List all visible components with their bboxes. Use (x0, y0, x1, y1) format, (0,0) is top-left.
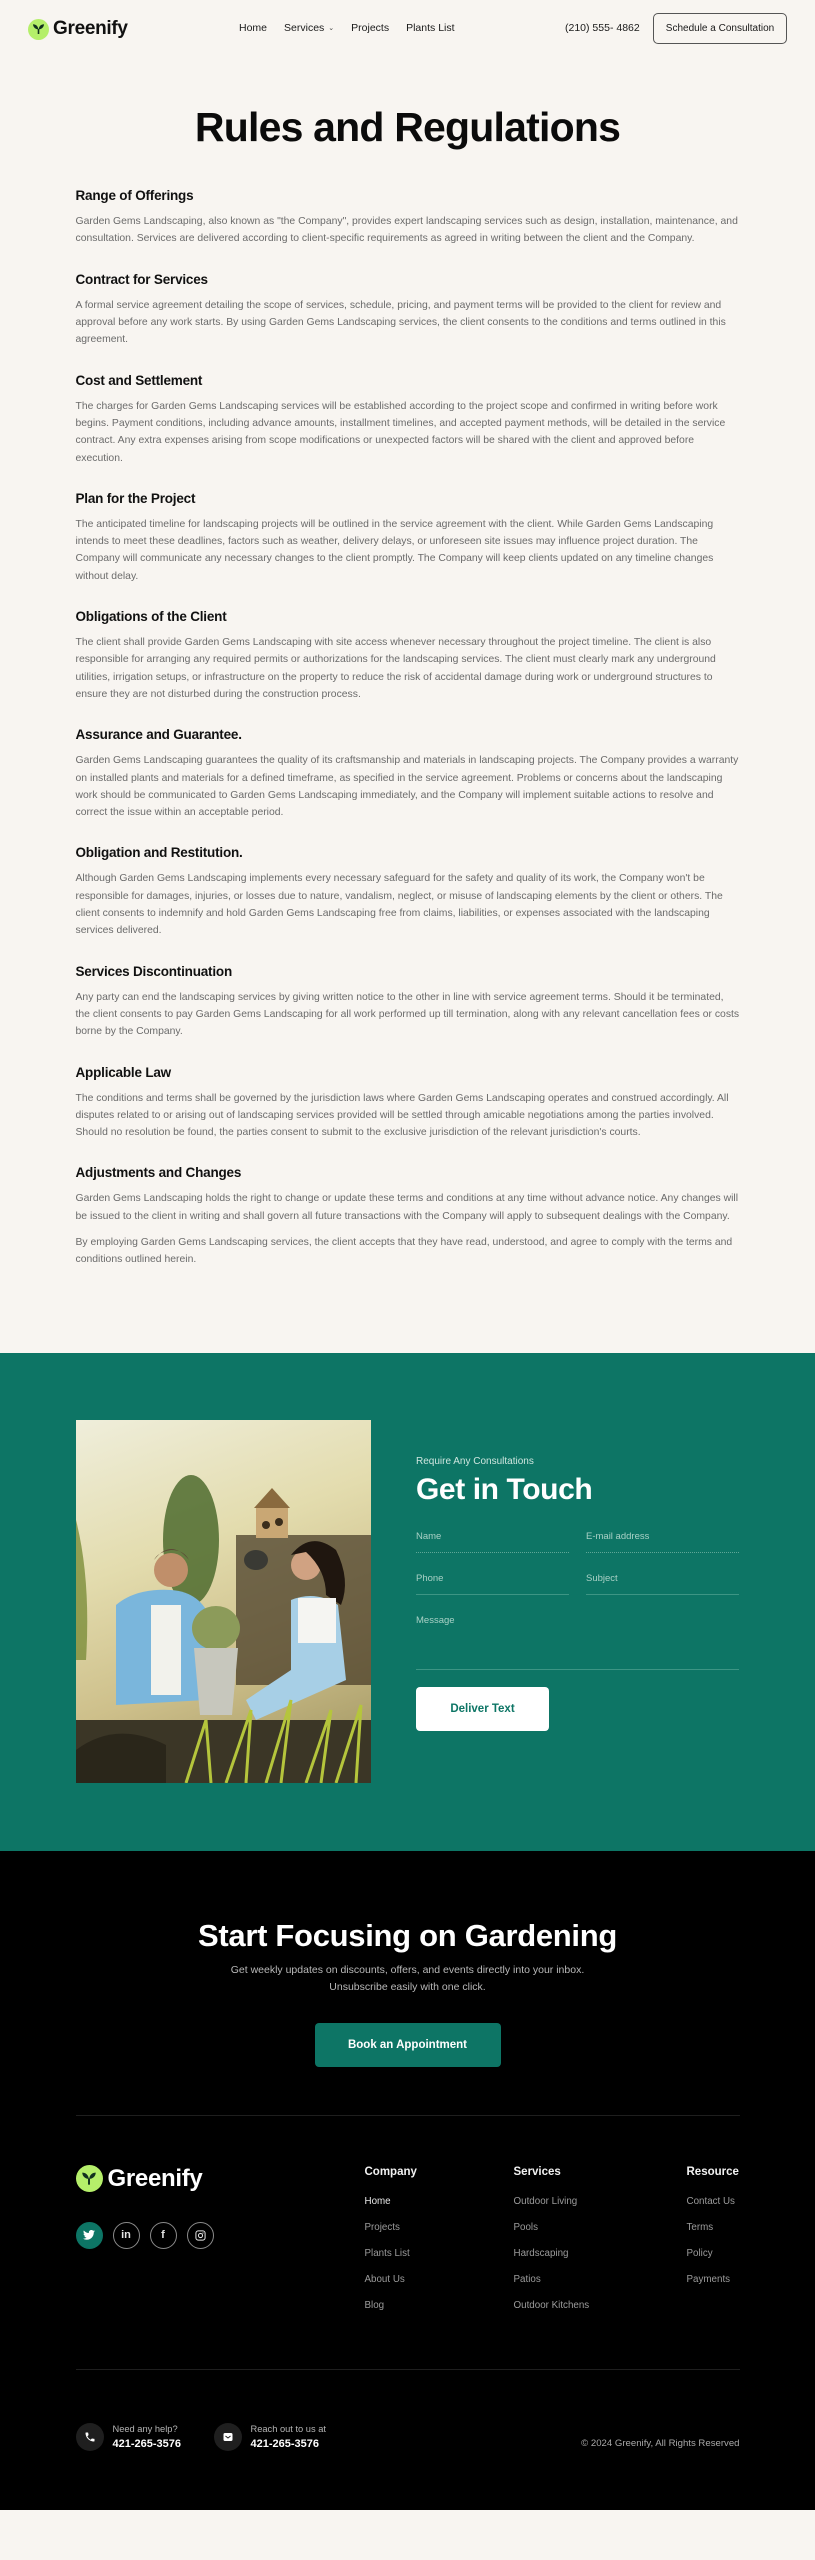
footer-link-plants-list[interactable]: Plants List (364, 2247, 410, 2259)
footer-column-title: Company (364, 2165, 417, 2178)
copyright: © 2024 Greenify, All Rights Reserved (581, 2437, 740, 2449)
footer-link-projects[interactable]: Projects (364, 2221, 400, 2233)
nav-services-label: Services (284, 22, 325, 34)
twitter-icon[interactable] (76, 2222, 103, 2249)
form-row (416, 1531, 739, 1553)
help-label: Need any help? (112, 2423, 178, 2434)
reach-contact[interactable] (214, 2423, 326, 2451)
footer-column-title: Services (513, 2165, 561, 2178)
help-text (113, 2424, 182, 2450)
chevron-down-icon: ⌄ (328, 25, 335, 32)
facebook-icon[interactable]: f (150, 2222, 177, 2249)
leaf-logo-icon (76, 2165, 103, 2192)
footer-link-blog[interactable]: Blog (364, 2299, 385, 2311)
newsletter-line-1: Get weekly updates on discounts, offers, and events directly into your inbox. (230, 1963, 585, 1976)
rule-section (76, 609, 740, 703)
form-row (416, 1573, 739, 1595)
brand-logo[interactable] (28, 18, 128, 40)
mail-icon (214, 2423, 242, 2451)
rule-heading: Cost and Settlement (75, 372, 203, 388)
newsletter-cta (0, 1918, 815, 2067)
footer-column-company (365, 2166, 417, 2326)
phone-icon (76, 2423, 104, 2451)
rule-heading: Obligation and Restitution. (75, 845, 243, 861)
rule-heading: Adjustments and Changes (75, 1165, 242, 1181)
nav-home[interactable]: Home (239, 22, 268, 34)
rule-section (76, 1065, 740, 1142)
rule-section (76, 272, 740, 349)
footer-column-title: Resource (686, 2165, 739, 2178)
rule-text: The conditions and terms shall be governed by the jurisdiction laws where Garden Gems Landscaping operates and construed accordingly. All disputes related to or arising out of landscaping services provided will be settled through amicable negotiations among the parties involved. Should no resolution be found, the parties consent to submit to the exclusive jurisdiction of the relevant jurisdiction's courts. (75, 1092, 729, 1139)
contact-eyebrow: Require Any Consultations (416, 1455, 534, 1467)
rule-heading: Applicable Law (75, 1064, 171, 1080)
nav-plants-list[interactable]: Plants List (406, 22, 455, 34)
rule-text: Although Garden Gems Landscaping implements every necessary safeguard for the safety and quality of its work, the Company won't be responsible for damages, injuries, or losses due to nature, vandalism, neglect, or misuse of landscaping elements by the client or others. The client consents to indemnify and hold Garden Gems Landscaping free from claims, liabilities, or expenses associated with the landscaping services delivered. (75, 873, 723, 937)
rule-section (76, 188, 740, 248)
page-title: Rules and Regulations (194, 104, 621, 150)
deliver-text-button[interactable]: Deliver Text (416, 1687, 549, 1731)
newsletter-title: Start Focusing on Gardening (197, 1917, 618, 1953)
footer-brand-name: Greenify (107, 2164, 203, 2192)
footer-link-pools[interactable]: Pools (513, 2221, 539, 2233)
help-phone: 421-265-3576 (112, 2437, 182, 2450)
instagram-icon[interactable] (187, 2222, 214, 2249)
leaf-logo-icon (28, 19, 49, 40)
rule-section (76, 373, 740, 467)
rule-heading: Assurance and Guarantee. (75, 727, 242, 743)
reach-label: Reach out to us at (250, 2423, 326, 2434)
nav-services[interactable] (284, 22, 334, 34)
rule-heading: Services Discontinuation (75, 963, 232, 979)
footer-link-terms[interactable]: Terms (686, 2221, 714, 2233)
contact-title: Get in Touch (416, 1472, 593, 1506)
rule-text: Garden Gems Landscaping guarantees the quality of its craftsmanship and materials in landscaping projects. The Company provides a warranty on installed plants and materials for a defined timeframe, as specified in the service agreement. Problems or concerns about the landscaping work should be communicated to Garden Gems Landscaping immediately, and the Company will implement suitable actions to resolve and correct the issue within an acceptable period. (75, 755, 739, 819)
rule-section (76, 491, 740, 585)
newsletter-line-2: Unsubscribe easily with one click. (329, 1981, 486, 1994)
rule-section (76, 964, 740, 1041)
phone-input[interactable] (416, 1573, 569, 1595)
reach-phone: 421-265-3576 (250, 2437, 320, 2450)
rule-text: Garden Gems Landscaping, also known as "the Company", provides expert landscaping services such as design, installation, maintenance, and consultation. Services are delivered according to client-specific requirements as agreed in writing between the client and the Company. (75, 216, 738, 245)
footer-link-about-us[interactable]: About Us (364, 2273, 405, 2285)
rule-section (76, 1165, 740, 1268)
footer-main (76, 2116, 740, 2369)
footer-link-home[interactable]: Home (364, 2195, 391, 2207)
rule-heading: Obligations of the Client (75, 609, 227, 625)
contact-form (416, 1456, 739, 1731)
schedule-consultation-button[interactable]: Schedule a Consultation (653, 13, 787, 44)
main-nav (239, 22, 455, 34)
reach-text (251, 2424, 326, 2450)
rule-heading: Range of Offerings (75, 188, 194, 204)
book-appointment-button[interactable]: Book an Appointment (315, 2023, 501, 2067)
name-input[interactable] (416, 1531, 569, 1553)
rule-heading: Plan for the Project (75, 490, 196, 506)
contact-section (0, 1353, 815, 1851)
rule-text: By employing Garden Gems Landscaping services, the client accepts that they have read, understood, and agree to comply with the terms and conditions outlined herein. (75, 1236, 733, 1266)
footer-link-contact-us[interactable]: Contact Us (686, 2195, 735, 2207)
footer-column-resource (687, 2166, 739, 2300)
message-textarea[interactable] (416, 1615, 739, 1670)
rule-text: Garden Gems Landscaping holds the right to change or update these terms and conditions at any time without advance notice. Any changes will be issued to the client in writing and shall govern all future transactions with the Company will apply to subsequent dealings with the Company. (75, 1193, 739, 1222)
site-header (0, 0, 815, 58)
header-phone[interactable]: (210) 555- 4862 (565, 22, 640, 34)
footer-link-patios[interactable]: Patios (513, 2273, 541, 2285)
gardening-couple-photo (76, 1420, 371, 1783)
footer-logo[interactable] (76, 2165, 203, 2193)
footer-link-policy[interactable]: Policy (686, 2247, 713, 2259)
social-links (76, 2222, 214, 2249)
footer-column-services (514, 2166, 590, 2326)
nav-projects[interactable]: Projects (351, 22, 390, 34)
newsletter-text (0, 1962, 815, 1997)
rules-list (76, 188, 740, 1352)
rule-section (76, 845, 740, 939)
linkedin-icon[interactable]: in (113, 2222, 140, 2249)
footer-area (0, 1851, 815, 2510)
rule-text: Any party can end the landscaping services by giving written notice to the other in line with service agreement terms. Should it be terminated, the client consents to pay Garden Gems Landscaping for all work performed up till termination, along with any relevant cancellation fees or costs borne by the Company. (75, 991, 740, 1038)
help-contact[interactable] (76, 2423, 182, 2451)
email-input[interactable] (586, 1531, 739, 1553)
footer-bottom (76, 2370, 740, 2470)
brand-name: Greenify (53, 18, 128, 39)
rule-text: The client shall provide Garden Gems Landscaping with site access whenever necessary throughout the project timeline. The client is also responsible for arranging any required permits or authorizations for the landscaping services. The client must clearly mark any underground utilities, irrigation setups, or infrastructure on the property to reduce the risk of accidental damage during work or underground structures to ensure they are not disturbed during the construction process. (75, 637, 716, 700)
footer-link-outdoor-kitchens[interactable]: Outdoor Kitchens (513, 2299, 590, 2311)
rule-heading: Contract for Services (75, 271, 208, 287)
footer-link-hardscaping[interactable]: Hardscaping (513, 2247, 569, 2259)
footer-link-payments[interactable]: Payments (686, 2273, 731, 2285)
subject-input[interactable] (586, 1573, 739, 1595)
rule-text: The anticipated timeline for landscaping projects will be outlined in the service agreement with the client. While Garden Gems Landscaping intends to meet these deadlines, factors such as weather, delivery delays, or unforeseen site issues may influence project duration. The Company will communicate any necessary changes to the client promptly. The Company will keep clients updated on any timeline changes without delay. (75, 518, 714, 582)
rule-section (76, 727, 740, 821)
rule-text: The charges for Garden Gems Landscaping services will be established according to the project scope and confirmed in writing before work begins. Payment conditions, including advance amounts, installment timelines, and accepted payment methods, will be detailed in the service contract. Any extra expenses arising from scope modifications or unexpected factors will be shared with the client and approved before execution. (75, 400, 726, 464)
footer-link-outdoor-living[interactable]: Outdoor Living (513, 2195, 578, 2207)
rule-text: A formal service agreement detailing the scope of services, schedule, pricing, and payment terms will be provided to the client for review and approval before any work starts. By using Garden Gems Landscaping services, the client consents to the conditions and terms outlined in this agreement. (75, 299, 726, 346)
